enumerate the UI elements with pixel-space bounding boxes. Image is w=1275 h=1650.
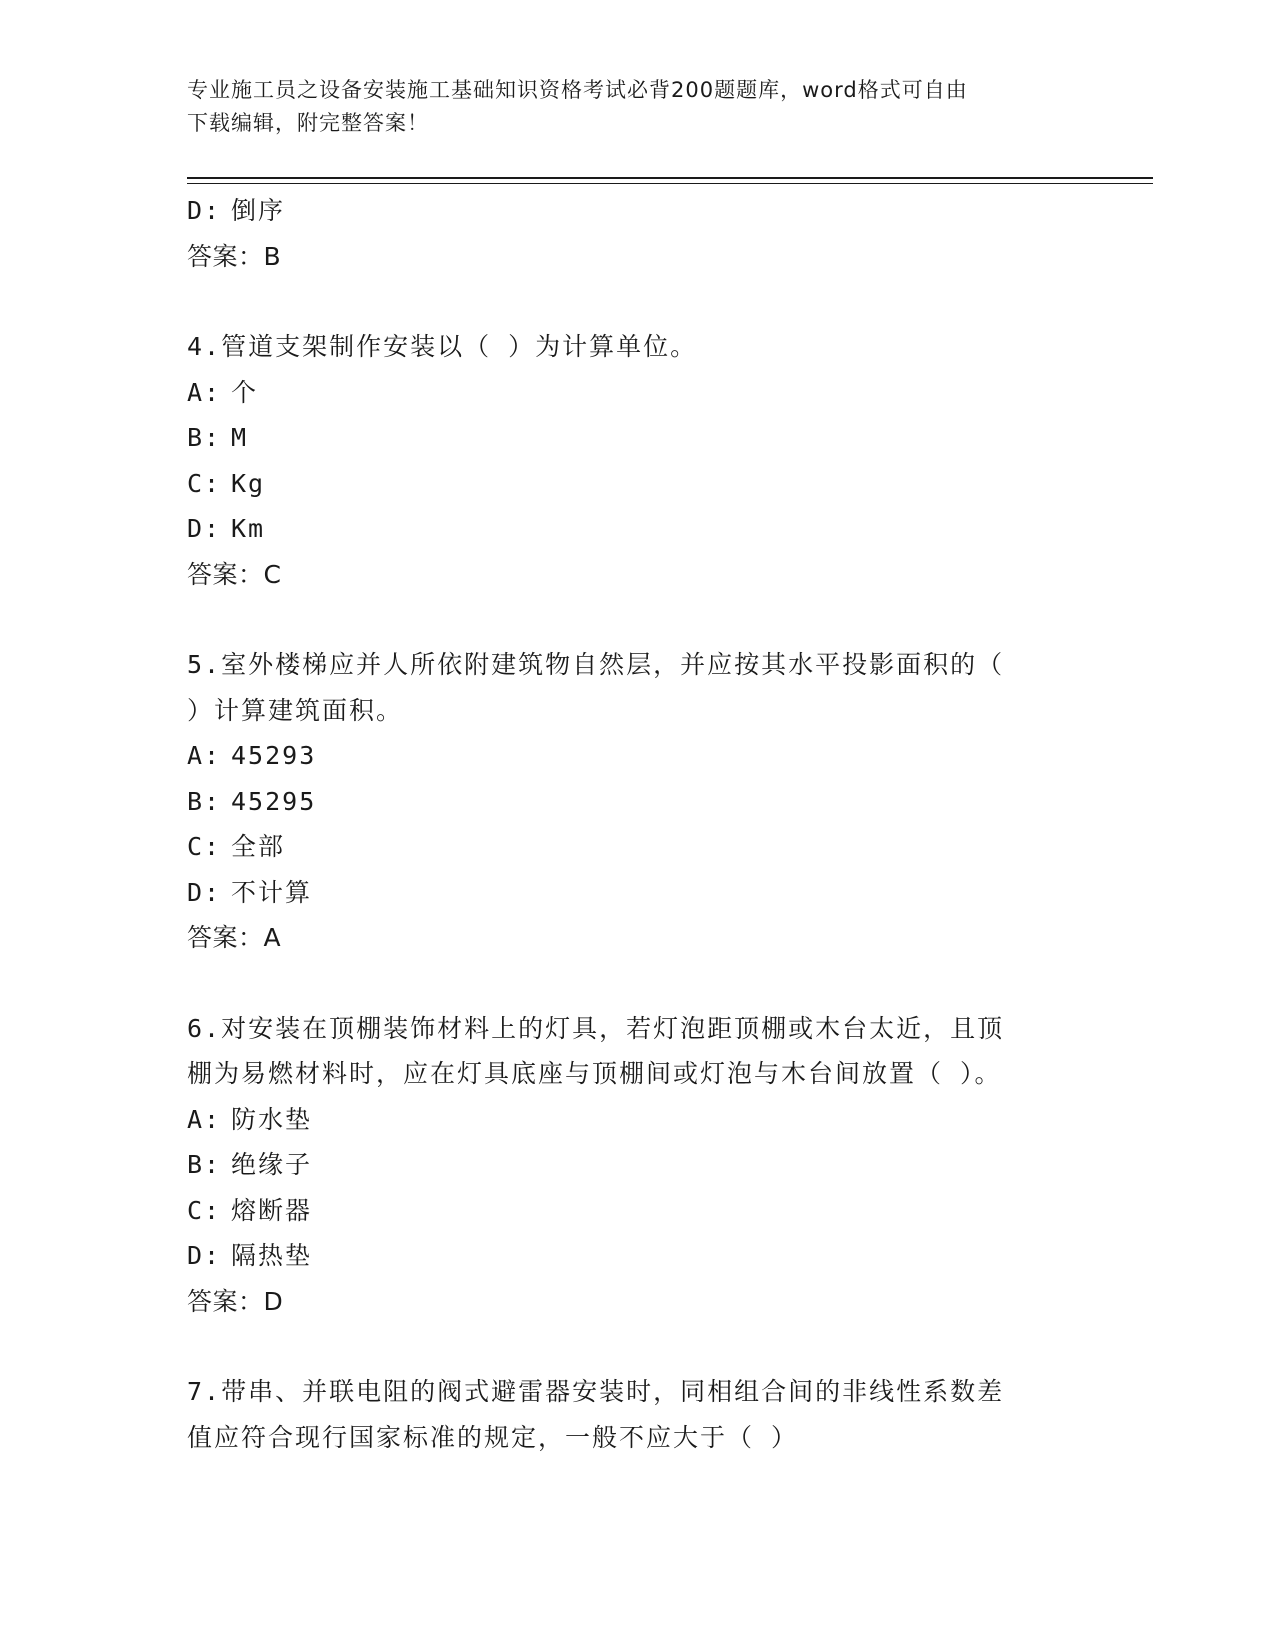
- option-c: [187, 461, 1087, 507]
- option-b: [187, 1142, 1087, 1188]
- header-divider-thick: [187, 177, 1153, 179]
- option-label: D:: [187, 196, 222, 225]
- option-label: C:: [187, 832, 222, 861]
- question-stem-line-1: 6.对安装在顶棚装饰材料上的灯具，若灯泡距顶棚或木台太近，且顶: [187, 1013, 1005, 1043]
- question-stem-line-1: 5.室外楼梯应并人所依附建筑物自然层，并应按其水平投影面积的（: [187, 650, 1005, 679]
- option-text: M: [231, 423, 249, 452]
- option-a: [187, 733, 1087, 779]
- option-a: [187, 370, 1087, 416]
- option-text: 绝缘子: [231, 1150, 313, 1179]
- question-7: [187, 1369, 1087, 1460]
- option-label: B:: [187, 1150, 222, 1179]
- option-text: 倒序: [231, 196, 286, 225]
- question-stem: 4.管道支架制作安装以（ ）为计算单位。: [187, 332, 698, 361]
- answer-line: 答案：D: [187, 1286, 284, 1316]
- header-title-line-1: 专业施工员之设备安装施工基础知识资格考试必背200题题库，word格式可自由: [187, 78, 968, 102]
- option-b: [187, 779, 1087, 825]
- option-text: 个: [231, 377, 259, 407]
- question-stem-line-1: 7.带串、并联电阻的阀式避雷器安装时，同相组合间的非线性系数差: [187, 1377, 1005, 1406]
- option-label: D:: [187, 1241, 222, 1270]
- document-header: [187, 74, 1087, 140]
- option-text: 隔热垫: [231, 1241, 313, 1270]
- option-d: [187, 188, 1087, 234]
- option-text: Kg: [231, 468, 266, 498]
- option-d: [187, 870, 1087, 916]
- option-label: A:: [187, 377, 222, 407]
- option-a: [187, 1097, 1087, 1143]
- header-divider-thin: [187, 183, 1153, 184]
- option-text: 防水垫: [231, 1104, 313, 1134]
- option-d: [187, 1233, 1087, 1279]
- option-text: 全部: [231, 832, 286, 861]
- option-label: A:: [187, 741, 222, 770]
- option-b: [187, 415, 1087, 461]
- answer-line: 答案：C: [187, 559, 282, 589]
- option-text: 45293: [231, 741, 317, 770]
- option-label: D:: [187, 877, 222, 907]
- question-4: [187, 324, 1087, 597]
- option-text: 不计算: [231, 877, 313, 907]
- option-text: Km: [231, 514, 266, 543]
- option-text: 45295: [231, 786, 317, 816]
- question-stem-line-2: 棚为易燃材料时，应在灯具底座与顶棚间或灯泡与木台间放置（ ）。: [187, 1059, 1002, 1088]
- option-label: B:: [187, 423, 222, 452]
- answer-line: 答案：A: [187, 923, 282, 952]
- option-label: A:: [187, 1104, 222, 1134]
- option-label: C:: [187, 468, 222, 498]
- option-d: [187, 506, 1087, 552]
- option-c: [187, 824, 1087, 870]
- question-stem-line-2: 值应符合现行国家标准的规定，一般不应大于（ ）: [187, 1422, 799, 1452]
- option-label: B:: [187, 786, 222, 816]
- question-6: [187, 1006, 1087, 1325]
- question-list: [187, 188, 1087, 1460]
- option-label: D:: [187, 514, 222, 543]
- option-text: 熔断器: [231, 1195, 313, 1225]
- answer-line: 答案：B: [187, 241, 282, 271]
- question-stem-line-2: ）计算建筑面积。: [187, 695, 404, 725]
- header-title-line-2: 下载编辑，附完整答案！: [187, 111, 429, 135]
- option-c: [187, 1188, 1087, 1234]
- question-5: [187, 642, 1087, 961]
- option-label: C:: [187, 1195, 222, 1225]
